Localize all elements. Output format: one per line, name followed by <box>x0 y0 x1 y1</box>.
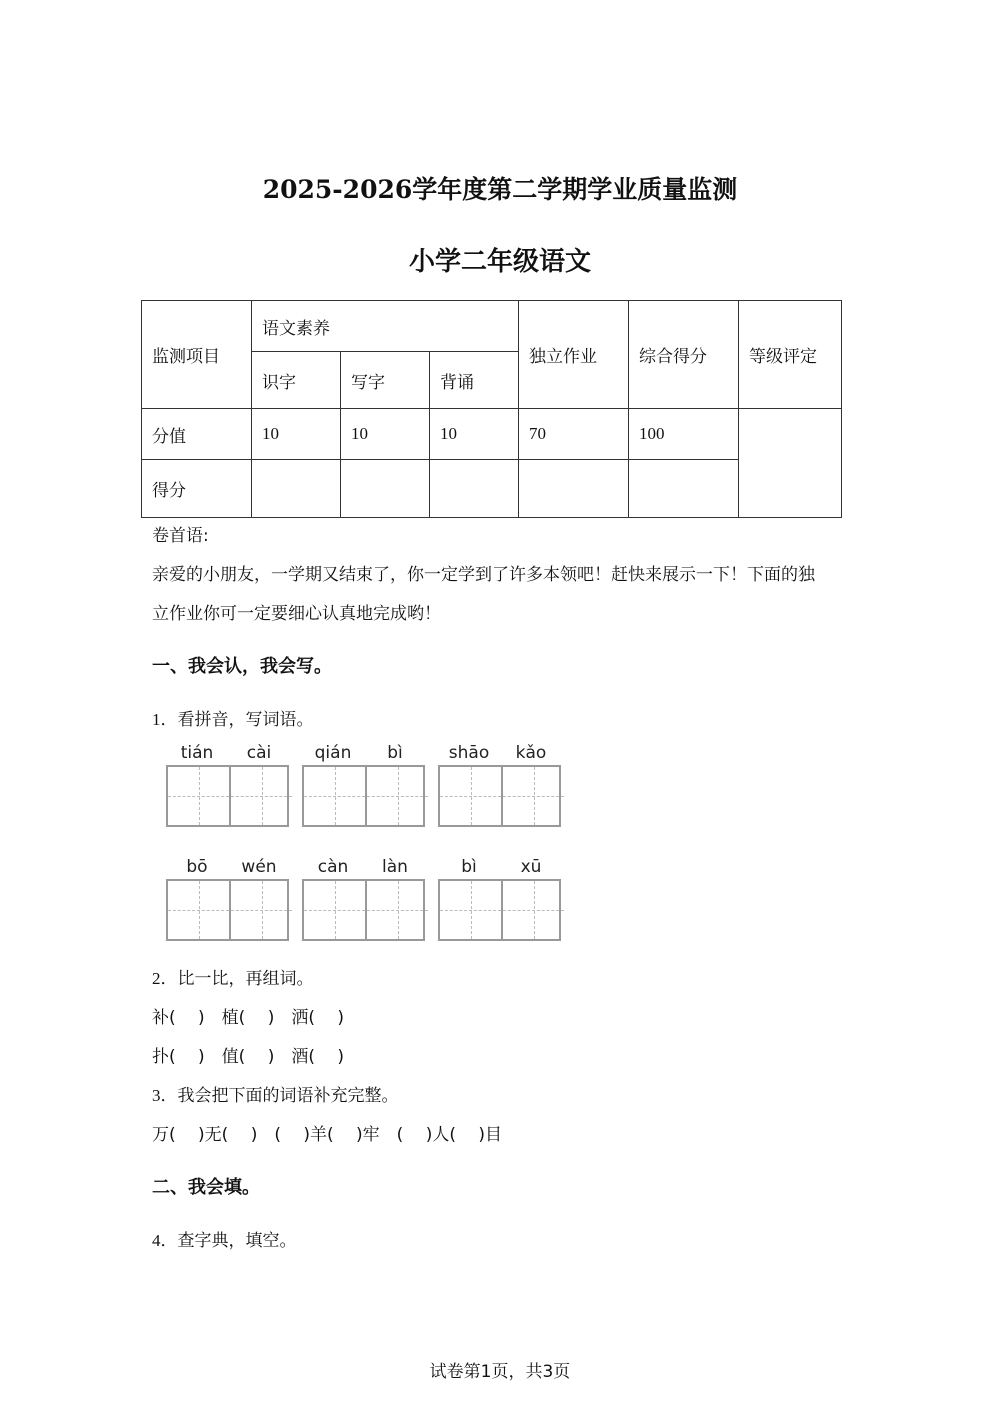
section-1-heading: 一、我会认，我会写。 <box>152 656 332 677</box>
points-cell: 100 <box>629 409 739 460</box>
writing-grid[interactable] <box>438 765 561 827</box>
row-label-points: 分值 <box>142 409 252 460</box>
pinyin-label: bō <box>186 857 208 877</box>
header-item: 监测项目 <box>142 301 252 409</box>
writing-grid[interactable] <box>302 879 425 941</box>
q2-line-2: 扑( ) 值( ) 酒( ) <box>152 1047 345 1067</box>
row-label-score: 得分 <box>142 460 252 518</box>
header-grade: 等级评定 <box>739 301 842 409</box>
pinyin-label: wén <box>241 857 277 877</box>
score-cell <box>629 460 739 518</box>
grade-cell <box>739 409 842 518</box>
pinyin-label: kǎo <box>515 743 547 763</box>
page-title: 2025-2026学年度第二学期学业质量监测 <box>262 175 738 204</box>
writing-grid[interactable] <box>166 879 289 941</box>
header-sub-recite: 背诵 <box>430 352 519 409</box>
header-sub-write: 写字 <box>341 352 430 409</box>
q2-line-1: 补( ) 植( ) 洒( ) <box>152 1008 345 1028</box>
writing-grid[interactable] <box>438 879 561 941</box>
question-3 <box>152 1081 399 1106</box>
score-cell <box>341 460 430 518</box>
question-number: 2． <box>152 969 178 988</box>
question-text: 我会把下面的词语补充完整。 <box>177 1086 399 1106</box>
pinyin-label: càn <box>317 857 349 877</box>
score-cell <box>519 460 629 518</box>
preface-line-1: 亲爱的小朋友，一学期又结束了，你一定学到了许多本领吧！赶快来展示一下！下面的独 <box>152 565 815 585</box>
header-independent: 独立作业 <box>519 301 629 409</box>
question-1 <box>152 705 314 730</box>
question-number: 4． <box>152 1231 178 1250</box>
pinyin-label: tián <box>180 743 214 763</box>
points-cell: 70 <box>519 409 629 460</box>
page-subtitle: 小学二年级语文 <box>408 247 591 277</box>
pinyin-label: qián <box>314 743 352 763</box>
score-cell <box>252 460 341 518</box>
question-2 <box>152 964 314 989</box>
header-literacy: 语文素养 <box>252 301 519 352</box>
header-total: 综合得分 <box>629 301 739 409</box>
pinyin-label: bì <box>461 857 477 877</box>
pinyin-label: làn <box>382 857 408 877</box>
writing-grid[interactable] <box>302 765 425 827</box>
pinyin-label: xū <box>520 857 542 877</box>
preface-label: 卷首语: <box>152 526 209 546</box>
writing-grid[interactable] <box>166 765 289 827</box>
preface-line-2: 立作业你可一定要细心认真地完成哟！ <box>152 604 441 624</box>
score-cell <box>430 460 519 518</box>
page-footer: 试卷第1页，共3页 <box>429 1362 571 1382</box>
question-text: 查字典，填空。 <box>177 1231 297 1251</box>
question-text: 比一比，再组词。 <box>177 969 314 989</box>
question-number: 3． <box>152 1086 178 1105</box>
q3-line: 万( )无( ) ( )羊( )牢 ( )人( )目 <box>152 1125 503 1145</box>
question-text: 看拼音，写词语。 <box>177 710 314 730</box>
section-2-heading: 二、我会填。 <box>152 1177 260 1198</box>
points-cell: 10 <box>252 409 341 460</box>
points-cell: 10 <box>341 409 430 460</box>
pinyin-label: bì <box>387 743 403 763</box>
question-number: 1． <box>152 710 178 729</box>
header-sub-recognize: 识字 <box>252 352 341 409</box>
question-4 <box>152 1226 297 1251</box>
score-table <box>141 300 842 518</box>
pinyin-label: cài <box>246 743 272 763</box>
pinyin-label: shāo <box>448 743 490 763</box>
points-cell: 10 <box>430 409 519 460</box>
